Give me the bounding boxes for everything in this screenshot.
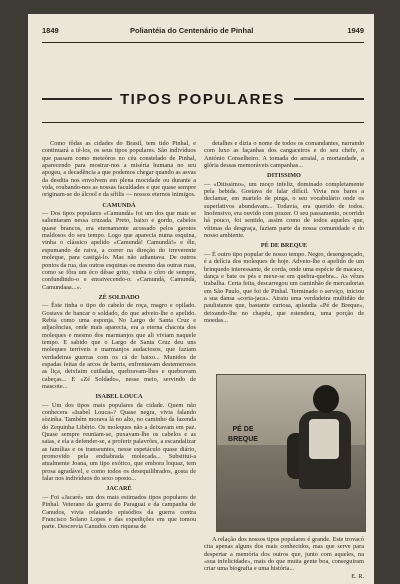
header-rule — [42, 42, 364, 43]
signature: E. R. — [351, 572, 364, 580]
article-ze-soldado — [42, 294, 196, 390]
text-pe-de-breque: — É outro tipo popular de nosso tempo. Negro, desengonçado, é a delícia dos moleques de hoje. Adveio-lhe o apelido de um brinquedo interessante, de corda, onde uma espécie de macaco, dança e bate os pés e mexe-se em quebra-quebra... As vêzes trabalha. Certa feita, descarregou um caminhão de mercadorias em São Paulo, que foi de Pinhal. Terminado o serviço, iniciou a sua dansa «corta-jaca». Atraiu uma verdadeira multidão de paulistanos que, bastante curiosa, aplaudia «Pé de Breque», deixando-lhe no chapéu, que estendera, uma porção de moedas... — [204, 250, 364, 324]
article-isabel-louca — [42, 393, 196, 482]
header-title: Poliantéia do Centenário de Pinhal — [130, 26, 254, 35]
text-isabel-louca: — Um dos tipos mais populares da cidade. Quem não conhecera «Isabel Louca»? Quase negra, vivia falando sòzinha. Também morava lá no alto, no caminho da fazenda do Zequinha Libério. Os moleques não a deixavam em paz. Quase sempre reuniam-se, puxavam-lhe os cabelos e as saias, e ela a defender-se, a proferir palavrões, a escandalizar as famílias e os transeuntes, nesse espetáculo quase diário, promovido pela endiabrada molecada... Substitui-a atualmente Joana, um tipo exótico, que embora loquaz, tem prosa agradável, e como todos os desequilibrados, gosta de falar nos indivíduos do sexo oposto... — [42, 401, 196, 483]
text-ze-soldado: — Êste tinha o tipo do cabelo de roça, magro e opilado. Gostava de bancar o soldado, do que adveio-lhe o apelido. Rebia como uma esponja. No Largo de Santa Cruz e adjacências, onde mais aparecia, era a eterna chacota dos moleques e mesmo dos marmanjos que ali viviam naquele tempo. E sabido que o Largo de Santa Cruz deu uns moleques terríveis e marmanjos audaciosos, que faziam verdadeiras guerras com os cá de baixo... Munidos de espadas feitas de arcos de barris, enfrentavam destemerosos as liça, deixfaim cutiladas, quebravam-lhes e quebravam cabeças... E «Zé Soldado», nesse meio, servindo de mascote... — [42, 302, 196, 390]
heading-ditissimo: DITISSIMO — [267, 172, 301, 180]
banner-rule-left — [42, 98, 112, 100]
left-column — [42, 140, 196, 534]
heading-pe-de-breque: PÉ DE BREQUE — [260, 242, 308, 250]
banner-rule-bottom — [42, 122, 364, 123]
page — [28, 14, 374, 584]
header-year-right: 1949 — [347, 26, 364, 35]
closing-note — [204, 536, 364, 580]
banner-rule-right — [294, 98, 364, 100]
heading-ze-soldado: ZÉ SOLDADO — [98, 293, 140, 301]
article-camunda — [42, 202, 196, 291]
text-jacare: — Foi «Jacaré» um dos mais estimados tipos populares de Pinhal. Veterano da guerra do Paraguai e da campanha de Canudos, vivia relatando episódios da guerra contra Francisco Solano Lopes e das expedições em que tomou parte. Descrevia Canudos com riquesa de — [42, 493, 196, 531]
photo-figure-head — [313, 385, 339, 413]
closing-text: A relação dos nossos tipos populares é grande. Este trovacó cita apenas alguns dos mais conhecidos, mas que serve para despertar a memória dos outros que, junto com aqueles, na «sua infelicidade», mais do que muita gente boa, conseguiram criar uma biografia e uma história... — [204, 536, 364, 573]
photo-label: PÉ DE BREQUE — [228, 426, 258, 443]
intro-paragraph: Como tôdas as cidades do Brasil, tem tido Pinhal, e continuará a tê-los, os seus tipos populares. São indivíduos que passam como meteóros no céu constelado de Pinhal, aparecendo para mostrar-nos a miséria humana no seu apogeu, a decadência a que podemos chegar quando as asvas da desdita nos envolvem em plena mocidade ou durante a vida, roubando-nos as nossas faculdades e que quase sempre originam-se do álcool e da sífilis — nossos eternos inimigos. — [42, 140, 196, 199]
text-ditissimo: — «Ditissimo», um moço infeliz, dominado completamente pela bebida. Gostava de falar difícil. Vivia nos bares a declamar, em martelo de pinga, o seu vocabulário onde os superlativos abundavam... Todavia, era querido de todos. Inofensivo, era ouvido com prazer. O seu passamento, ocorrido há pouco, foi sentido, assim como de todos aqueles que, vítimas da desgraça, faziam parte da nossa comunidade e do nosso ambiente. — [204, 180, 364, 240]
photo-figure-shirt — [309, 419, 339, 459]
text-camunda: — Dos tipos populares «Camundá» foi um dos que mais se salientaram nessa cruzada. Preto, baixo e gordo, cabelos quase brancos, era eternamente acossado pelos garotos maldosos do seu tempo. Logo que aparecia numa esquina, vinha o clássico apelido «Camundá! Camundá!» e êle, espumando de raiva, a correr na direção do irreverente moleque, para castigá-lo. Mas não adiantava. De outros pontos da rua, das outras esquinas ou mesmo das outras ruas, como se fôra um éco dêsse grito, vinha o côro de sempre, confundindo-o e enraivecendo-o: «Camundá, Camundá, Camundaaa...». — [42, 210, 196, 291]
article-pe-de-breque — [204, 242, 364, 324]
section-title: TIPOS POPULARES — [120, 91, 286, 108]
article-ditissimo — [204, 172, 364, 239]
photo-pe-de-breque — [216, 374, 366, 532]
header-year-left: 1849 — [42, 26, 59, 35]
right-column — [204, 140, 364, 327]
running-header — [42, 26, 364, 40]
continued-paragraph: detalhes e dizia o nome de todos os comandantes, narrando com luxo as façanhas dos cangaceiros e do seu chefe, o António Conselheiro. A tomada do arraial, a mortandade, a glória dessas memoráveis campanhas... — [204, 140, 364, 170]
heading-camunda: CAMUNDÁ — [102, 201, 136, 209]
article-jacare — [42, 485, 196, 530]
section-banner — [42, 88, 364, 110]
heading-jacare: JACARÉ — [106, 485, 132, 493]
heading-isabel-louca: ISABEL LOUCA — [95, 393, 143, 401]
